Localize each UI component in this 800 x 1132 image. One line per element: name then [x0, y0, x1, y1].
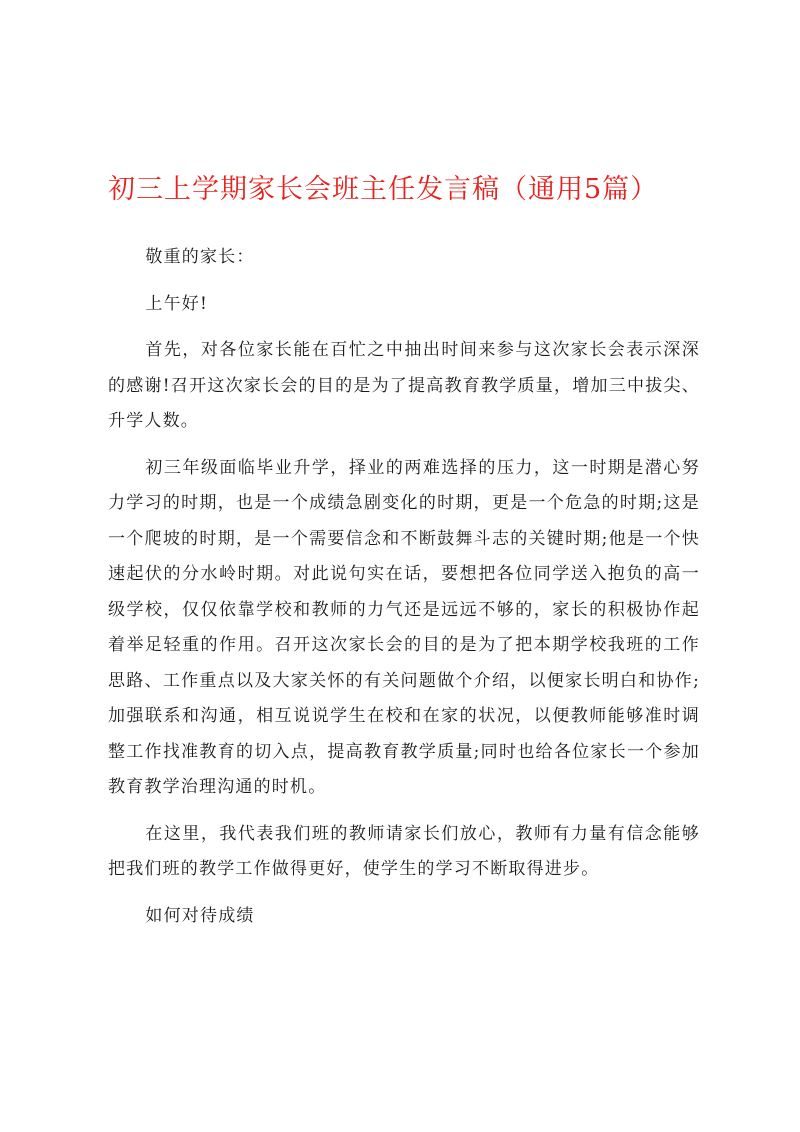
- paragraph-grade-pressure: 初三年级面临毕业升学，择业的两难选择的压力，这一时期是潜心努力学习的时期，也是一个成绩急剧变化的时期，更是一个危急的时期;这是一个爬坡的时期，是一个需要信念和不断鼓舞斗志的关键时期;他是一个快速起伏的分水岭时期。对此说句实在话，要想把各位同学送入抱负的高一级学校，仅仅依靠学校和教师的力气还是远远不够的，家长的积极协作起着举足轻重的作用。召开这次家长会的目的是为了把本期学校我班的工作思路、工作重点以及大家关怀的有关问题做个介绍，以便家长明白和协作;加强联系和沟通，相互说说学生在校和在家的状况，以便教师能够准时调整工作找准教育的切入点，提高教育教学质量;同时也给各位家长一个参加教育教学治理沟通的时机。: [108, 457, 700, 797]
- salutation: 敬重的家长：: [145, 247, 255, 267]
- document-body: [108, 240, 700, 934]
- greeting: 上午好!: [145, 293, 209, 314]
- section-heading-grades: 如何对待成绩: [145, 905, 255, 926]
- paragraph-assurance: 在这里，我代表我们班的教师请家长们放心，教师有力量有信念能够把我们班的教学工作做得更好，使学生的学习不断取得进步。: [108, 823, 700, 879]
- document-title: 初三上学期家长会班主任发言稿（通用5篇）: [108, 174, 659, 205]
- paragraph-thanks: 首先，对各位家长能在百忙之中抽出时间来参与这次家长会表示深深的感谢!召开这次家长会的目的是为了提高教育教学质量，增加三中拔尖、升学人数。: [108, 340, 700, 431]
